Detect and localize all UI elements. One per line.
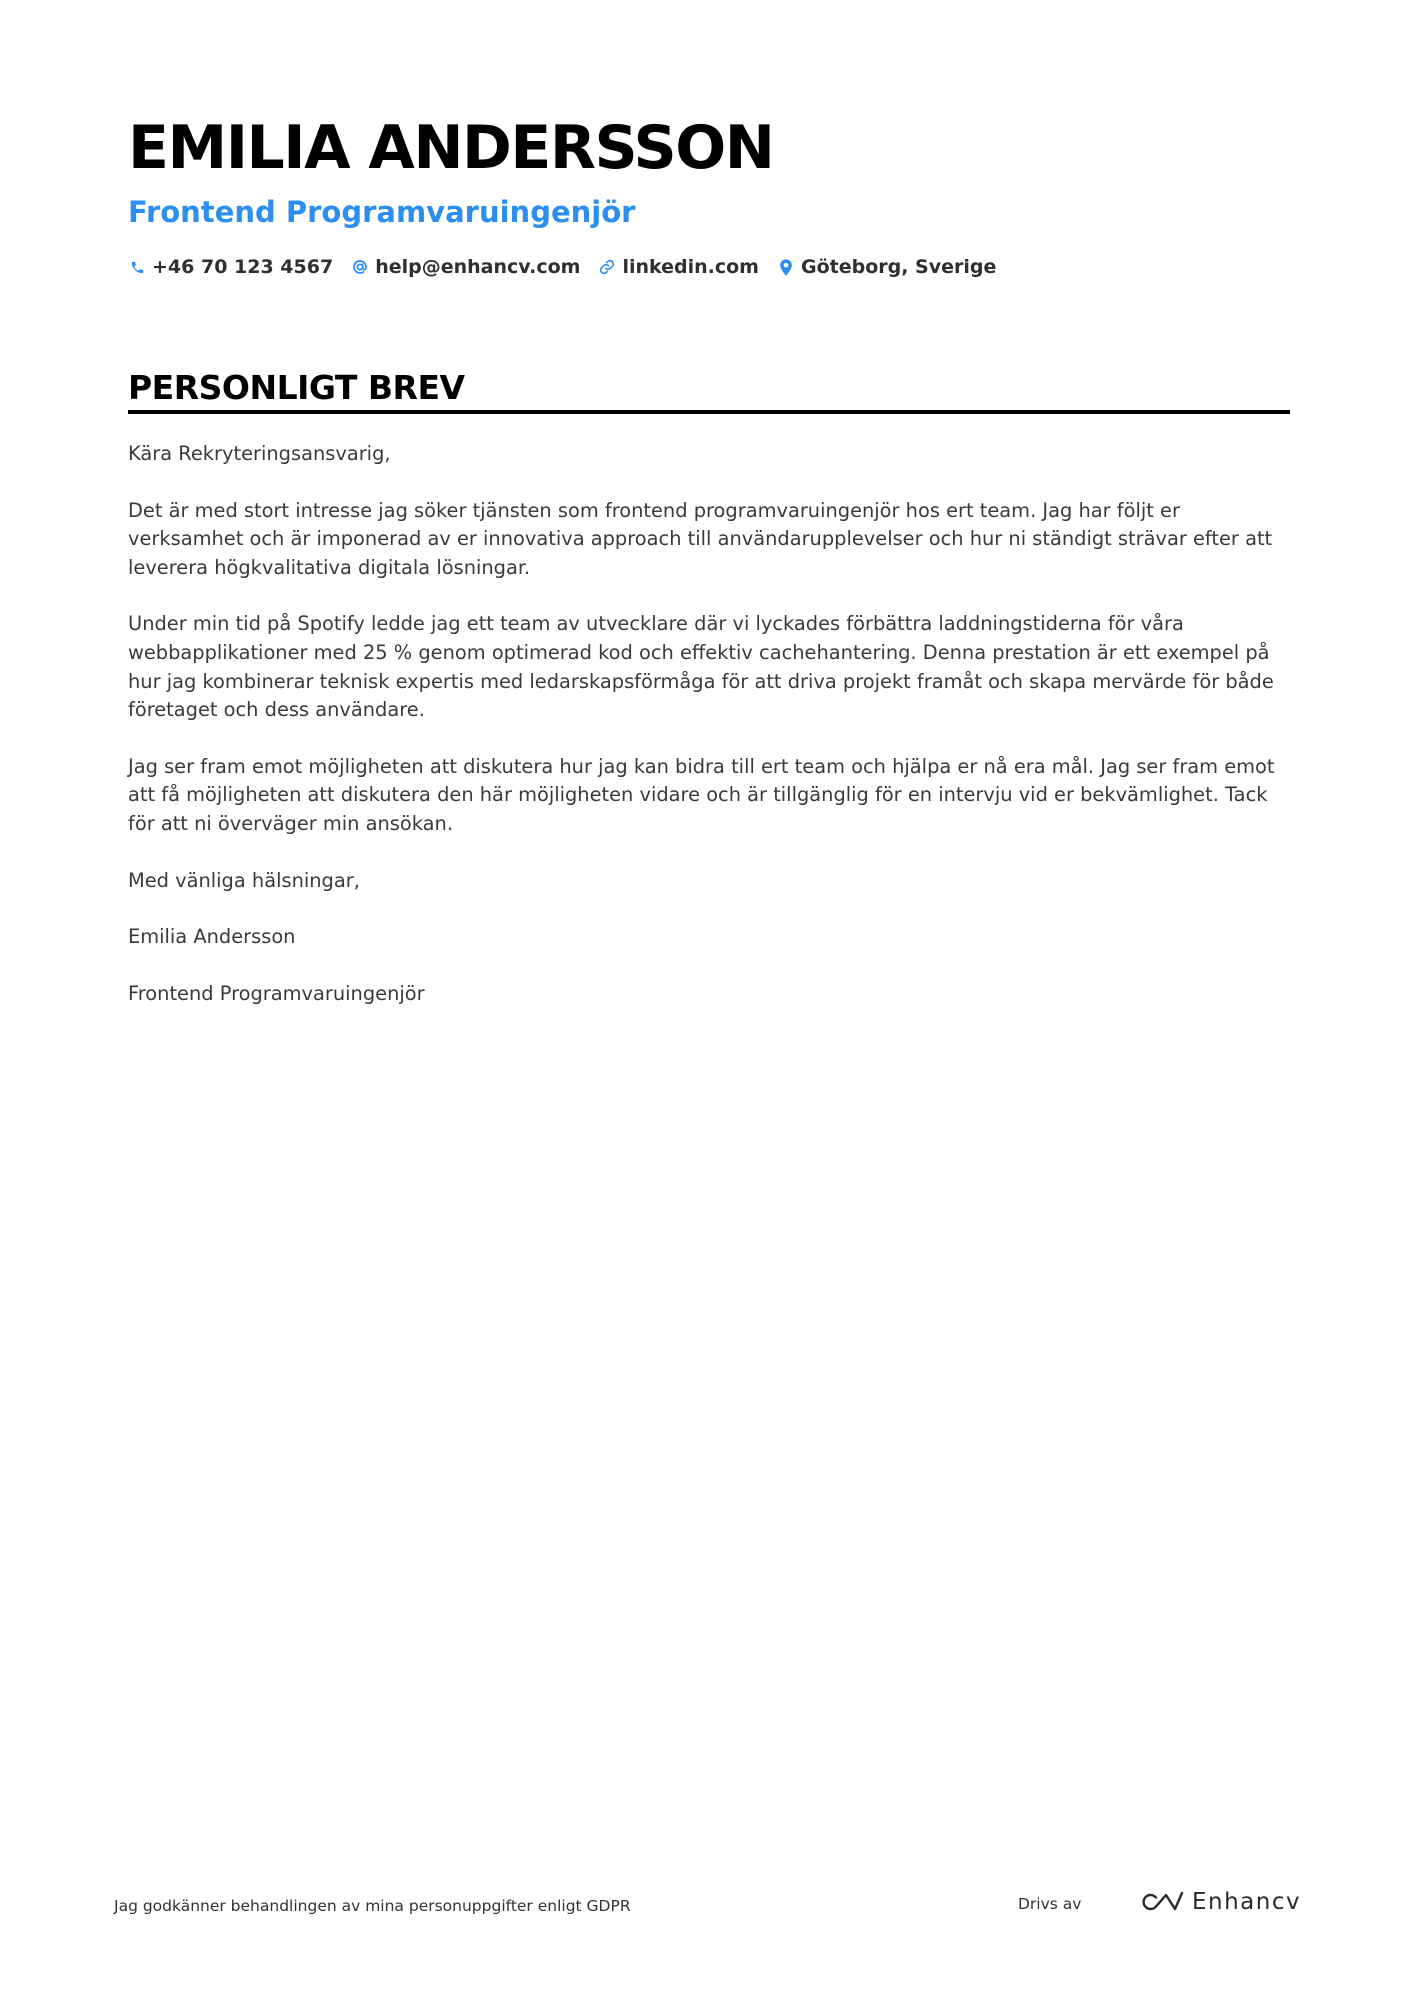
contact-phone <box>128 252 333 282</box>
letter-body <box>128 440 1290 1036</box>
contact-row <box>128 252 996 282</box>
letter-paragraph: Det är med stort intresse jag söker tjänsten som frontend programvaruingenjör hos ert team. Jag har följt er verksamhet och är imponerad av er innovativa approach till användarupplevelser och hur ni ständigt strävar efter att leverera högkvalitativa digitala lösningar. <box>128 498 1273 579</box>
enhancv-logo[interactable] <box>1138 1887 1301 1917</box>
section-divider <box>128 410 1290 414</box>
section-title: PERSONLIGT BREV <box>128 368 465 407</box>
signature-title: Frontend Programvaruingenjör <box>128 981 425 1005</box>
candidate-name: EMILIA ANDERSSON <box>128 113 774 183</box>
gdpr-consent-text: Jag godkänner behandlingen av mina personuppgifter enligt GDPR <box>114 1897 631 1915</box>
letter-paragraph: Jag ser fram emot möjligheten att diskutera hur jag kan bidra till ert team och hjälpa er nå era mål. Jag ser fram emot att få möjligheten att diskutera den här möjligheten vidare och är tillgänglig för en intervju vid er bekvämlighet. Tack för att ni överväger min ansökan. <box>128 754 1275 835</box>
candidate-job-title: Frontend Programvaruingenjör <box>128 195 636 229</box>
contact-linkedin <box>598 252 759 282</box>
location-pin-icon <box>777 257 795 277</box>
contact-location <box>777 252 996 282</box>
link-icon <box>598 257 616 277</box>
contact-email-text: help@enhancv.com <box>375 256 581 278</box>
letter-closing: Med vänliga hälsningar, <box>128 868 360 892</box>
signature-name: Emilia Andersson <box>128 925 296 949</box>
contact-email <box>351 252 580 282</box>
letter-paragraph: Under min tid på Spotify ledde jag ett team av utvecklare där vi lyckades förbättra laddningstiderna för våra webbapplikationer med 25 % genom optimerad kod och effektiv cachehantering. Denna prestation är ett exempel på hur jag kombinerar teknisk expertis med ledarskapsförmåga för att driva projekt framåt och skapa mervärde för både företaget och dess användare. <box>128 612 1274 722</box>
at-icon <box>351 257 369 277</box>
contact-phone-text: +46 70 123 4567 <box>152 256 334 278</box>
phone-icon <box>128 257 146 277</box>
letter-greeting: Kära Rekryteringsansvarig, <box>128 442 391 465</box>
contact-linkedin-text: linkedin.com <box>622 256 759 278</box>
powered-by-label: Drivs av <box>1018 1895 1082 1913</box>
contact-location-text: Göteborg, Sverige <box>800 256 997 278</box>
enhancv-logo-icon <box>1138 1890 1184 1914</box>
enhancv-logo-text: Enhancv <box>1192 1889 1302 1915</box>
